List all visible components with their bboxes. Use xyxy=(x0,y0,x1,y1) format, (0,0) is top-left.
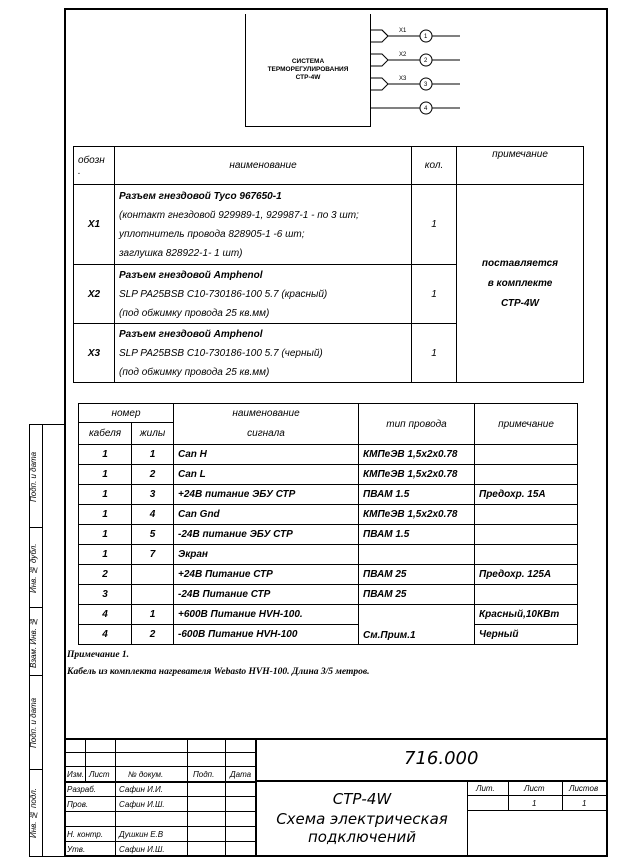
table-row: 4 1 +600В Питание HVH-100. См.Прим.1 Красный,10КВт xyxy=(79,605,578,625)
connectors-table xyxy=(73,146,584,383)
table-row: 2 +24В Питание СТР ПВАМ 25 Предохр. 125А xyxy=(79,565,578,585)
wires-table xyxy=(78,403,578,645)
header-name: наименование xyxy=(115,147,412,185)
qty-x1: 1 xyxy=(412,185,457,265)
connector-description: Разъем гнездовой Tyco 967650-1 (контакт гнездовой 929989-1, 929987-1 - по 3 шт; уплотнитель провода 828905-1 -6 шт; заглушка 828922-1- 1 шт) xyxy=(115,185,412,265)
connector-description: Разъем гнездовой Amphenol SLP PA25BSB C10-730186-100 5.7 (черный) (под обжимку провода 25 кв.мм) xyxy=(115,324,412,383)
sheets-label: Листов xyxy=(569,784,599,793)
col-sheet: Лист xyxy=(89,770,110,779)
qty-x3: 1 xyxy=(412,324,457,383)
name-norm-control: Душкин Е.В xyxy=(119,830,164,839)
table-row: 1 1 Can H КМПеЭВ 1,5х2х0.78 xyxy=(79,445,578,465)
designation-x3: X3 xyxy=(74,324,115,383)
connector-label-x2: X2 xyxy=(399,52,407,58)
role-checker: Пров. xyxy=(67,800,89,809)
wire-number-4: 4 xyxy=(424,106,428,112)
designation-x2: X2 xyxy=(74,265,115,324)
connector-label-x3: X3 xyxy=(399,76,407,82)
sheets-value: 1 xyxy=(582,799,587,808)
header-note: примечание xyxy=(457,147,584,185)
role-norm-control: Н. контр. xyxy=(67,830,104,839)
header-cable: кабеля xyxy=(79,423,132,445)
note-heading: Примечание 1. xyxy=(67,650,130,660)
role-developer: Разраб. xyxy=(67,785,96,794)
side-strip xyxy=(29,424,64,857)
side-cell-dup-inv: Инв. № дубл. xyxy=(30,528,43,608)
header-note: примечание xyxy=(475,404,578,445)
side-cell-replace-inv: Взам. Инв. № xyxy=(30,608,43,676)
title-block-top-line xyxy=(64,738,608,740)
note-text: Кабель из комплекта нагревателя Webasto HVH-100. Длина 3/5 метров. xyxy=(67,667,370,677)
table-row: 1 5 -24В питание ЭБУ СТР ПВАМ 1.5 xyxy=(79,525,578,545)
drawing-title-1: Схема электрическая xyxy=(276,810,448,828)
thermo-system-title: СИСТЕМА ТЕРМОРЕГУЛИРОВАНИЯ СТР-4W xyxy=(267,58,349,81)
side-cell-sign-date-1: Подп. и дата xyxy=(30,425,43,528)
table-row: 1 2 Can L КМПеЭВ 1,5х2х0.78 xyxy=(79,465,578,485)
name-developer: Сафин И.И. xyxy=(119,785,163,794)
sheet-value: 1 xyxy=(532,799,537,808)
shared-note: поставляется в комплекте СТР-4W xyxy=(457,185,584,383)
connector-symbols xyxy=(370,20,470,120)
connector-description: Разъем гнездовой Amphenol SLP PA25BSB C10-730186-100 5.7 (красный) (под обжимку провода 25 кв.мм) xyxy=(115,265,412,324)
qty-x2: 1 xyxy=(412,265,457,324)
col-sign: Подп. xyxy=(193,770,215,779)
header-signal: наименование сигнала xyxy=(174,404,359,445)
name-checker: Сафин И.Ш. xyxy=(119,800,165,809)
table-row xyxy=(74,185,584,265)
lit-label: Лит. xyxy=(476,784,495,793)
table-row: 4 2 -600В Питание HVH-100 Черный xyxy=(79,625,578,645)
wire-number-2: 2 xyxy=(424,58,428,64)
designation-x1: X1 xyxy=(74,185,115,265)
sheet-label: Лист xyxy=(524,784,545,793)
name-approver: Сафин И.Ш. xyxy=(119,845,165,854)
table-row: 1 4 Can Gnd КМПеЭВ 1,5х2х0.78 xyxy=(79,505,578,525)
role-approver: Утв. xyxy=(67,845,86,854)
col-doc-number: № докум. xyxy=(128,770,164,779)
wire-number-3: 3 xyxy=(424,82,428,88)
side-cell-sign-date-2: Подп. и дата xyxy=(30,676,43,770)
product-name: СТР-4W xyxy=(332,790,392,808)
drawing-title-2: подключений xyxy=(307,828,417,846)
header-designation: обозн . xyxy=(74,147,115,185)
col-date: Дата xyxy=(230,770,252,779)
wire-number-1: 1 xyxy=(424,34,428,40)
side-cell-orig-inv: Инв. № подл. xyxy=(30,770,43,856)
table-row: 1 3 +24В питание ЭБУ СТР ПВАМ 1.5 Предохр. 15А xyxy=(79,485,578,505)
header-qty: кол. xyxy=(412,147,457,185)
doc-number: 716.000 xyxy=(404,748,479,769)
connector-label-x1: X1 xyxy=(399,28,407,34)
header-number: номер xyxy=(79,404,174,423)
table-row: 1 7 Экран xyxy=(79,545,578,565)
table-row: 3 -24В Питание СТР ПВАМ 25 xyxy=(79,585,578,605)
col-change: Изм. xyxy=(67,770,85,779)
header-wire: жилы xyxy=(132,423,174,445)
header-wire-type: тип провода xyxy=(359,404,475,445)
